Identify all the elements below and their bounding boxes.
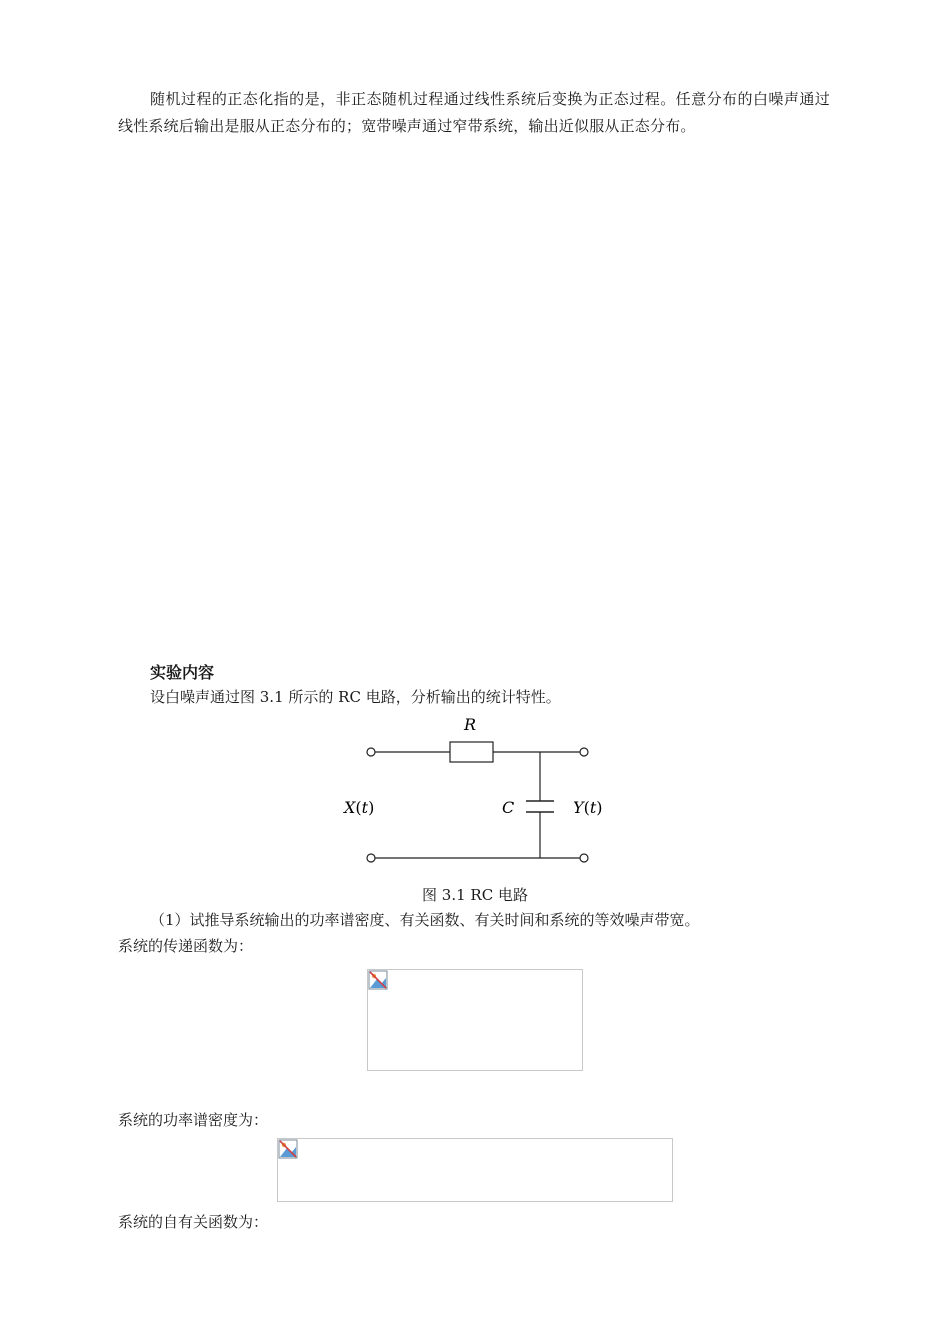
output-signal-label: Y(t)	[573, 798, 603, 817]
psd-label: 系统的功率谱密度为：	[118, 1111, 269, 1129]
output-terminal-bottom	[580, 854, 588, 862]
section-heading: 实验内容	[150, 663, 215, 682]
task-1-text: （1）试推导系统输出的功率谱密度、有关函数、有关时间和系统的等效噪声带宽。	[150, 911, 700, 929]
psd-image	[277, 1138, 673, 1202]
broken-image-icon	[368, 970, 388, 990]
experiment-description: 设白噪声通过图 3.1 所示的 RC 电路，分析输出的统计特性。	[150, 688, 561, 706]
capacitor-label: C	[502, 798, 515, 817]
output-terminal-top	[580, 748, 588, 756]
input-signal-label: X(t)	[344, 798, 375, 817]
transfer-function-label: 系统的传递函数为：	[118, 937, 254, 955]
input-terminal-top	[367, 748, 375, 756]
broken-image-icon	[278, 1139, 298, 1159]
input-terminal-bottom	[367, 854, 375, 862]
rc-circuit-diagram	[330, 710, 630, 875]
resistor-symbol	[450, 742, 493, 762]
intro-paragraph: 随机过程的正态化指的是，非正态随机过程通过线性系统后变换为正态过程。任意分布的白噪声通过线性系统后输出是服从正态分布的；宽带噪声通过窄带系统，输出近似服从正态分布。	[118, 90, 830, 135]
figure-caption: 图 3.1 RC 电路	[422, 886, 528, 904]
transfer-function-image	[367, 969, 583, 1071]
autocorrelation-label: 系统的自有关函数为：	[118, 1213, 269, 1231]
resistor-label: R	[464, 715, 477, 734]
